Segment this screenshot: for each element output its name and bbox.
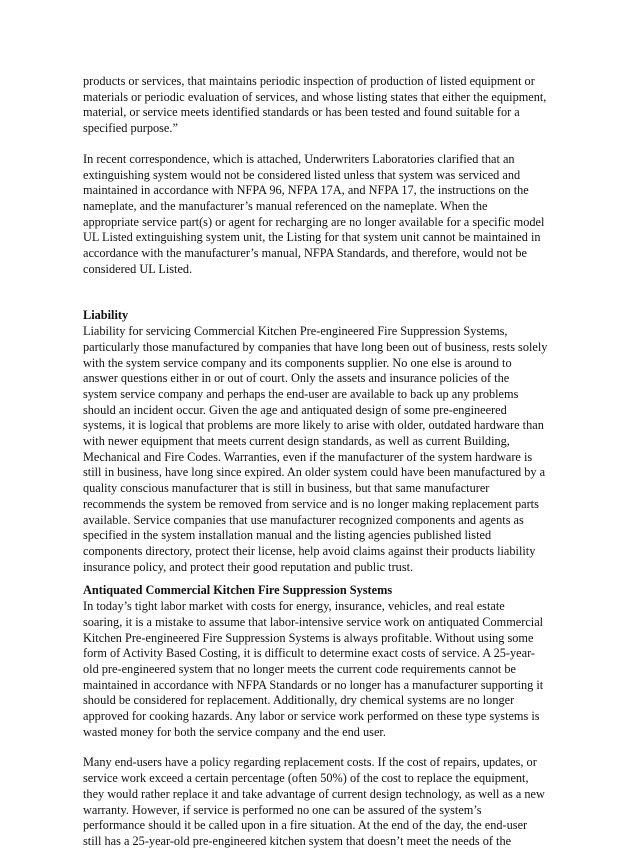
text-line: maintained in accordance with NFPA Standards or no longer has a manufacturer supporting it xyxy=(83,677,544,692)
text-line: old pre-engineered system that no longer meets the current code requirements cannot be xyxy=(83,661,516,676)
text-line: maintained in accordance with NFPA 96, NFPA 17A, and NFPA 17, the instructions on the xyxy=(83,183,529,198)
text-line: with the system service company and its components supplier. No one else is around to xyxy=(83,355,512,370)
text-line: form of Activity Based Costing, it is difficult to determine exact costs of service. A 25-year- xyxy=(83,646,536,661)
text-line: In today’s tight labor market with costs for energy, insurance, vehicles, and real estate xyxy=(83,599,505,614)
text-line: extinguishing system would not be considered listed unless that system was serviced and xyxy=(83,167,521,182)
text-line: considered UL Listed. xyxy=(83,261,193,276)
text-line: quality conscious manufacturer that is still in business, but that same manufacturer xyxy=(83,481,490,496)
text-line: should an incident occur. Given the age and antiquated design of some pre-engineered xyxy=(83,402,507,417)
text-line: nameplate, and the manufacturer’s manual referenced on the nameplate. When the xyxy=(83,198,488,213)
text-line: service work exceed a certain percentage (often 50%) of the cost to replace the equipment, xyxy=(83,771,529,786)
section-spacer xyxy=(83,575,558,583)
document-page xyxy=(83,74,558,850)
paragraph-listing-definition xyxy=(83,74,558,137)
text-line: appropriate service part(s) or agent for recharging are no longer available for a specific model xyxy=(83,214,545,229)
text-line: they would rather replace it and take advantage of current design technology, as well as a new xyxy=(83,786,545,801)
text-line: specified in the system installation manual and the listing agencies published listed xyxy=(83,528,492,543)
text-line: particularly those manufactured by companies that have long been out of business, rests solely xyxy=(83,339,548,354)
text-line: soaring, it is a mistake to assume that labor-intensive service work on antiquated Commercial xyxy=(83,614,544,629)
text-line: performance should it be called upon in a fire situation. At the end of the day, the end-user xyxy=(83,818,528,833)
text-line: warranty. However, if service is performed no one can be assured of the system’s xyxy=(83,802,482,817)
text-line: wasted money for both the service company and the end user. xyxy=(83,724,386,739)
text-line: recommends the system be removed from service and is no longer making replacement parts xyxy=(83,496,539,511)
text-line: Liability for servicing Commercial Kitchen Pre-engineered Fire Suppression Systems, xyxy=(83,324,508,339)
text-line: approved for cooking hazards. Any labor or service work performed on these type systems is xyxy=(83,709,540,724)
paragraph-ul-correspondence xyxy=(83,152,558,278)
paragraph-replacement-policy xyxy=(83,755,558,849)
text-line: UL Listed extinguishing system unit, the Listing for that system unit cannot be maintained in xyxy=(83,230,541,245)
section-heading-antiquated-systems: Antiquated Commercial Kitchen Fire Suppression Systems xyxy=(83,583,393,598)
text-line: products or services, that maintains periodic inspection of production of listed equipment or xyxy=(83,74,535,88)
text-line: answer questions either in or out of court. Only the assets and insurance policies of the xyxy=(83,371,510,386)
paragraph-spacer xyxy=(83,740,558,755)
text-line: In recent correspondence, which is attached, Underwriters Laboratories clarified that an xyxy=(83,151,515,166)
paragraph-antiquated-systems xyxy=(83,599,558,740)
section-heading-liability: Liability xyxy=(83,308,129,323)
text-line: specified purpose.” xyxy=(83,121,178,136)
text-line: materials or periodic evaluation of services, and whose listing states that either the equipment, xyxy=(83,89,547,104)
text-line: systems, it is logical that problems are more likely to arise with older, outdated hardware than xyxy=(83,418,544,433)
text-line: still in business, have long since expired. An older system could have been manufactured by a xyxy=(83,465,546,480)
text-line: insurance policy, and protect their good reputation and public trust. xyxy=(83,559,414,574)
text-line: still has a 25-year-old pre-engineered kitchen system that doesn’t meet the needs of the xyxy=(83,833,512,848)
text-line: material, or service meets identified standards or has been tested and found suitable for a xyxy=(83,105,520,120)
text-line: available. Service companies that use manufacturer recognized components and agents as xyxy=(83,512,524,527)
text-line: system service company and perhaps the end-user are available to back up any problems xyxy=(83,386,519,401)
paragraph-liability xyxy=(83,324,558,575)
text-line: with newer equipment that meets current design standards, as well as current Building, xyxy=(83,434,510,449)
text-line: Many end-users have a policy regarding replacement costs. If the cost of repairs, updates, or xyxy=(83,755,537,770)
paragraph-spacer xyxy=(83,137,558,152)
section-spacer xyxy=(83,277,558,308)
text-line: components directory, protect their license, help avoid claims against their products liability xyxy=(83,543,536,558)
text-line: accordance with the manufacturer’s manual, NFPA Standards, and therefore, would not be xyxy=(83,246,527,261)
text-line: Kitchen Pre-engineered Fire Suppression Systems is always profitable. Without using some xyxy=(83,630,534,645)
text-line: Mechanical and Fire Codes. Warranties, even if the manufacturer of the system hardware is xyxy=(83,449,533,464)
text-line: should be considered for replacement. Additionally, dry chemical systems are no longer xyxy=(83,693,515,708)
